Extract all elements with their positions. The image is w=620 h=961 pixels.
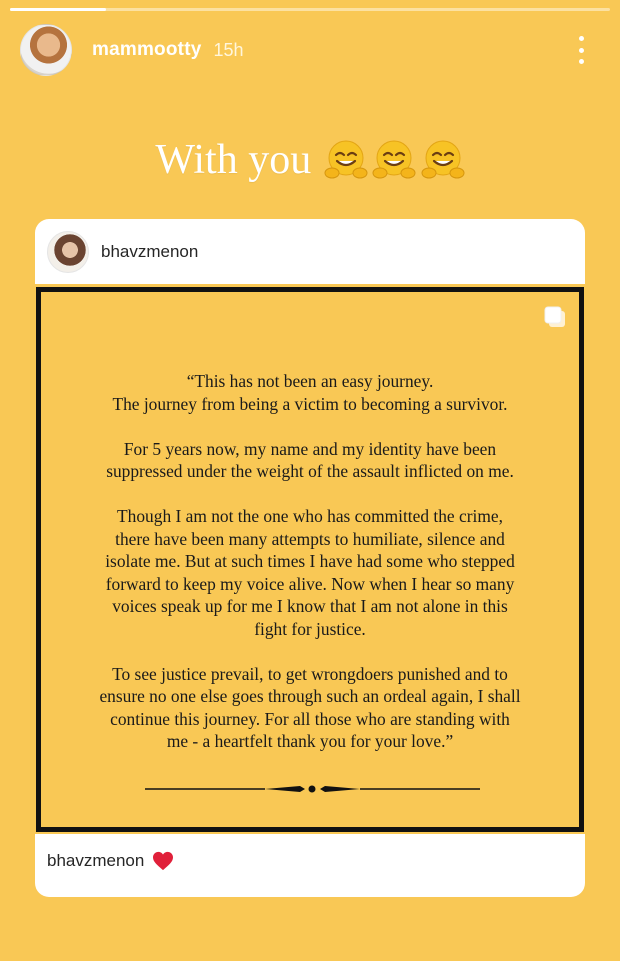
multiple-images-icon (543, 305, 567, 329)
post-frame (36, 287, 584, 832)
user-avatar[interactable] (20, 24, 72, 76)
story-timestamp: 15h (213, 39, 244, 60)
quote-paragraph: Though I am not the one who has committed the crime, there have been many attempts to humiliate, silence and isolate me. But at such times I have had some who stepped forward to keep my voice alive. Now when I hear so many voices speak up for me I know that I am not alone in this fight for justice. (105, 506, 515, 639)
heart-icon (152, 851, 174, 871)
quote-paragraph: “This has not been an easy journey. The journey from being a victim to becoming a survivor. (112, 371, 508, 414)
story-progress-bar (10, 8, 610, 11)
post-author-username[interactable]: bhavzmenon (101, 242, 199, 261)
post-author-avatar[interactable] (47, 231, 89, 273)
hugging-face-icon (421, 138, 465, 182)
quote-paragraph: For 5 years now, my name and my identity have been suppressed under the weight of the assault inflicted on me. (106, 438, 514, 481)
hugging-face-icon (324, 138, 368, 182)
story-header (20, 24, 600, 76)
shared-post-footer (47, 851, 174, 871)
caption-text: With you (155, 137, 312, 183)
shared-post-header[interactable] (35, 219, 585, 285)
quote-text (49, 370, 571, 775)
ornamental-divider (145, 782, 480, 796)
post-image[interactable] (35, 284, 585, 834)
more-options-icon[interactable] (576, 36, 586, 64)
footer-username[interactable]: bhavzmenon (47, 851, 145, 870)
quote-paragraph: To see justice prevail, to get wrongdoers punished and to ensure no one else goes through such an ordeal again, I shall continue this journey. For all those who are standing with me - a heartfelt thank you for your love.” (99, 663, 521, 751)
story-caption (0, 136, 620, 196)
hugging-face-icon (372, 138, 416, 182)
caption-emoji-row (324, 138, 465, 182)
story-username[interactable]: mammootty (92, 39, 202, 60)
story-progress-fill (10, 8, 106, 11)
shared-post-card[interactable] (35, 219, 585, 897)
